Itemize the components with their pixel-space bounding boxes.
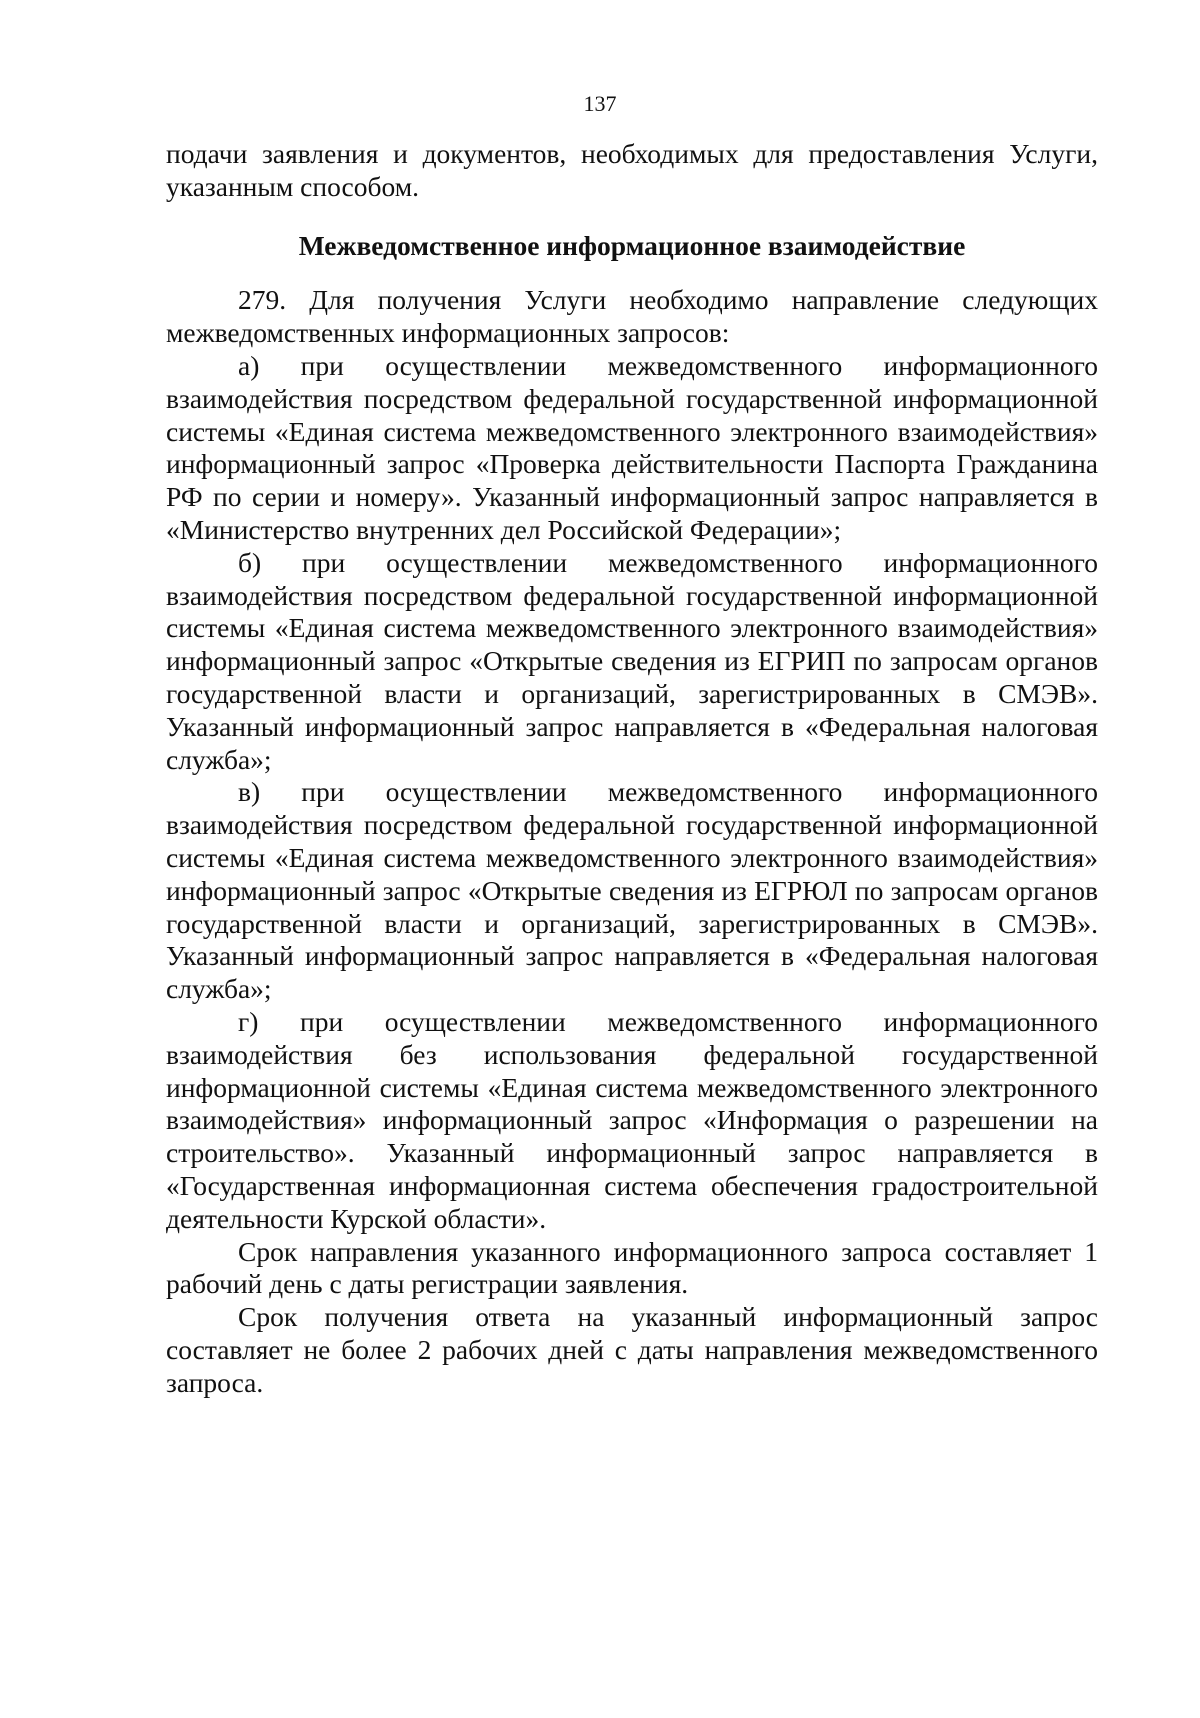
intro-paragraph: подачи заявления и документов, необходимых для предоставления Услуги, указанным способом. <box>166 138 1098 202</box>
section-heading: Межведомственное информационное взаимодействие <box>298 229 966 261</box>
paragraph-item-a: а) при осуществлении межведомственного информационного взаимодействия посредством федеральной государственной информационной системы «Единая система межведомственного электронного взаимодействия» информационный запрос «Проверка действительности Паспорта Гражданина РФ по серии и номеру». Указанный информационный запрос направляется в «Министерство внутренних дел Российской Федерации»; <box>166 349 1098 545</box>
page-number: 137 <box>583 91 617 116</box>
paragraph-item-b: б) при осуществлении межведомственного информационного взаимодействия посредством федеральной государственной информационной системы «Единая система межведомственного электронного взаимодействия» информационный запрос «Открытые сведения из ЕГРИП по запросам органов государственной власти и организаций, зарегистрированных в СМЭВ». Указанный информационный запрос направляется в «Федеральная налоговая служба»; <box>166 546 1098 775</box>
paragraph-279: 279. Для получения Услуги необходимо направление следующих межведомственных информационных запросов: <box>166 284 1098 349</box>
paragraph-item-v: в) при осуществлении межведомственного информационного взаимодействия посредством федеральной государственной информационной системы «Единая система межведомственного электронного взаимодействия» информационный запрос «Открытые сведения из ЕГРЮЛ по запросам органов государственной власти и организаций, зарегистрированных в СМЭВ». Указанный информационный запрос направляется в «Федеральная налоговая служба»; <box>166 776 1098 1005</box>
paragraph-item-g: г) при осуществлении межведомственного информационного взаимодействия без использования федеральной государственной информационной системы «Единая система межведомственного электронного взаимодействия» информационный запрос «Информация о разрешении на строительство». Указанный информационный запрос направляется в «Государственная информационная система обеспечения градостроительной деятельности Курской области». <box>166 1005 1098 1234</box>
document-body <box>166 138 1098 1399</box>
paragraph-response-deadline: Срок получения ответа на указанный информационный запрос составляет не более 2 рабочих дней с даты направления межведомственного запроса. <box>166 1301 1098 1398</box>
paragraph-request-deadline: Срок направления указанного информационного запроса составляет 1 рабочий день с даты регистрации заявления. <box>166 1235 1098 1300</box>
